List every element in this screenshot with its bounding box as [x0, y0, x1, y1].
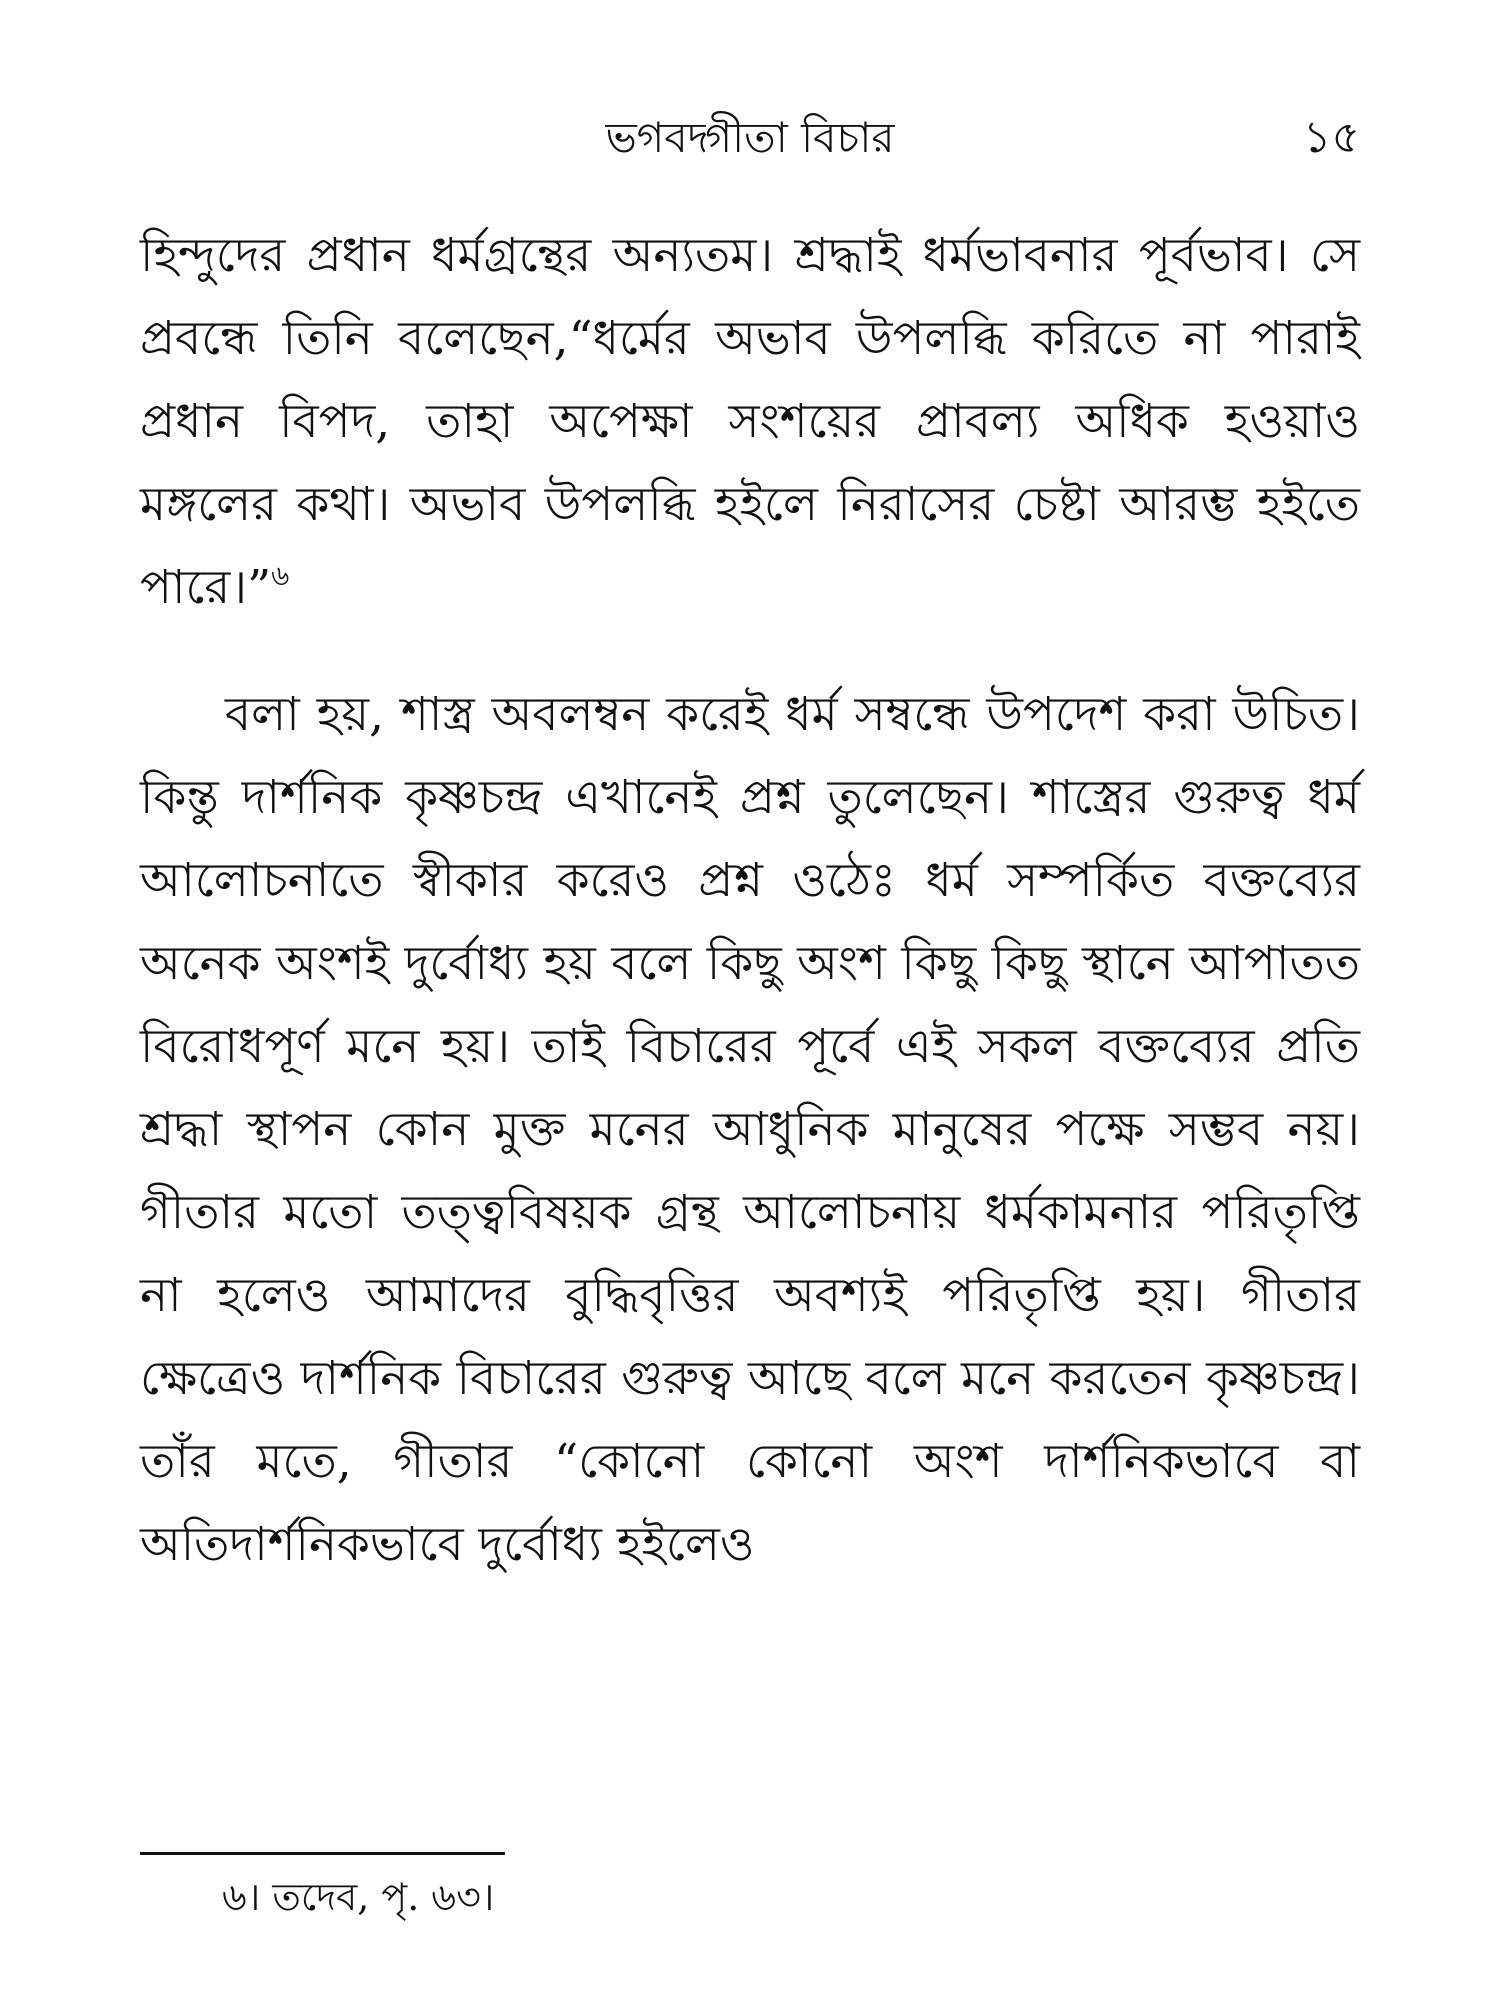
paragraph [140, 673, 1360, 1586]
body-text [140, 214, 1360, 1586]
paragraph-continued [140, 214, 1360, 629]
book-title: ভগবদ্গীতা বিচার [605, 113, 895, 162]
running-header [140, 108, 1360, 168]
paragraph-text: হিন্দুদের প্রধান ধর্মগ্রন্থের অন্যতম। শ্রদ্ধাই ধর্মভাবনার পূর্বভাব। সে প্রবন্ধে তিনি বলেছেন,“ধর্মের অভাব উপলব্ধি করিতে না পারাই প্রধান বিপদ, তাহা অপেক্ষা সংশয়ের প্রাবল্য অধিক হওয়াও মঙ্গলের কথা। অভাব উপলব্ধি হইলে নিরাসের চেষ্টা আরম্ভ হইতে পারে।” [140, 228, 1361, 615]
page-number: ১৫ [1302, 112, 1360, 163]
footnote-divider [140, 1852, 505, 1855]
paragraph-text: বলা হয়, শাস্ত্র অবলম্বন করেই ধর্ম সম্বন্ধে উপদেশ করা উচিত। কিন্তু দার্শনিক কৃষ্ণচন্দ্র এখানেই প্রশ্ন তুলেছেন। শাস্ত্রের গুরুত্ব ধর্ম আলোচনাতে স্বীকার করেও প্রশ্ন ওঠেঃ ধর্ম সম্পর্কিত বক্তব্যের অনেক অংশই দুর্বোধ্য হয় বলে কিছু অংশ কিছু কিছু স্থানে আপাতত বিরোধপূর্ণ মনে হয়। তাই বিচারের পূর্বে এই সকল বক্তব্যের প্রতি শ্রদ্ধা স্থাপন কোন মুক্ত মনের আধুনিক মানুষের পক্ষে সম্ভব নয়। গীতার মতো তত্ত্ববিষয়ক গ্রন্থ আলোচনায় ধর্মকামনার পরিতৃপ্তি না হলেও আমাদের বুদ্ধিবৃত্তির অবশ্যই পরিতৃপ্তি হয়। গীতার ক্ষেত্রেও দার্শনিক বিচারের গুরুত্ব আছে বলে মনে করতেন কৃষ্ণচন্দ্র। তাঁর মতে, গীতার “কোনো কোনো অংশ দার্শনিকভাবে বা অতিদার্শনিকভাবে দুর্বোধ্য হইলেও [140, 687, 1360, 1572]
footnote-reference: ৬ [271, 559, 290, 592]
footnote: ৬। তদেব, পৃ. ৬৩। [222, 1875, 495, 1919]
